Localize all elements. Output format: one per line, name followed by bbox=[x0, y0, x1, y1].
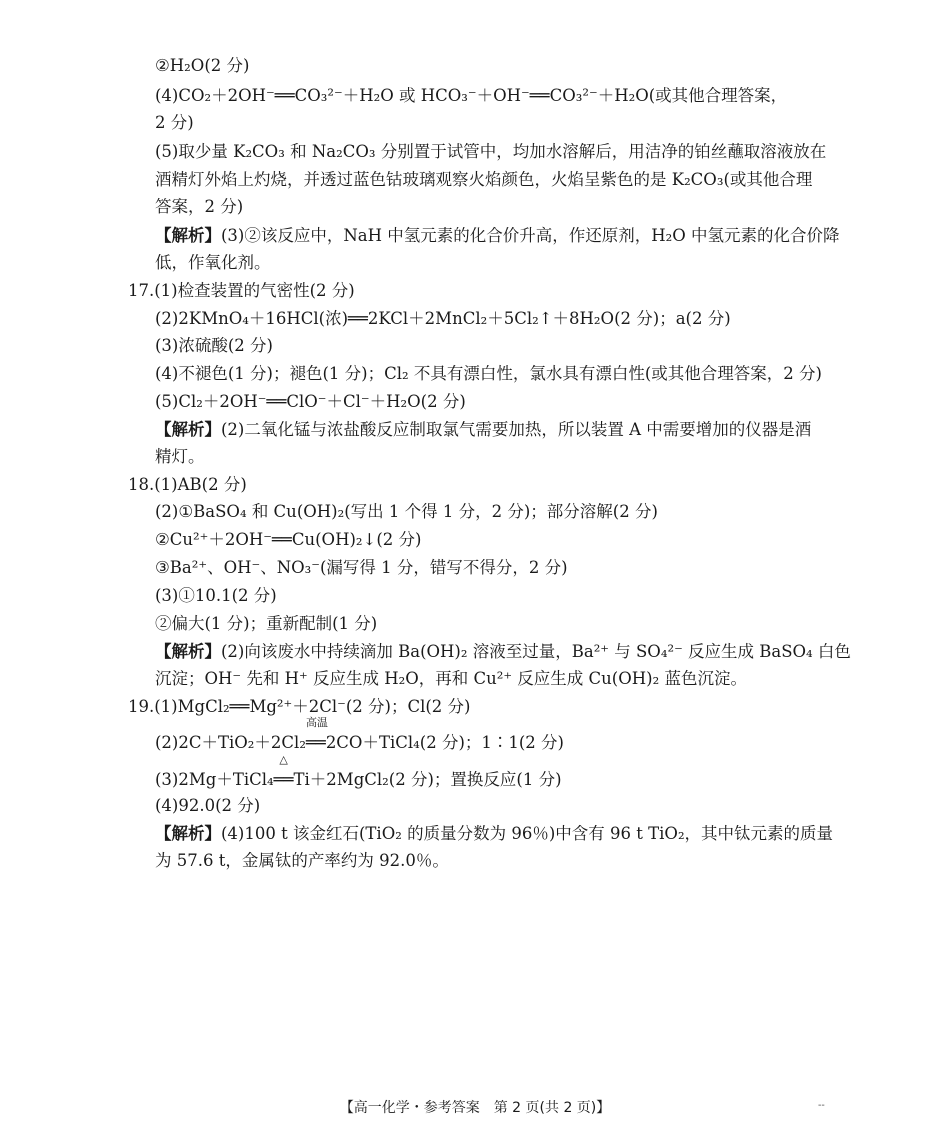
equation-line bbox=[155, 716, 564, 755]
answer-line: 精灯。 bbox=[155, 447, 205, 466]
corner-mark: -- bbox=[818, 1100, 825, 1111]
answer-line: (5)Cl₂＋2OH⁻══ClO⁻＋Cl⁻＋H₂O(2 分) bbox=[155, 392, 466, 411]
page-footer: 【高一化学・参考答案 第 2 页(共 2 页)】 bbox=[339, 1100, 611, 1116]
equation-line bbox=[155, 753, 562, 792]
answer-line: ②H₂O(2 分) bbox=[155, 56, 250, 75]
analysis-line bbox=[155, 822, 833, 846]
answer-line: 2 分) bbox=[155, 113, 194, 132]
question-18: 18.(1)AB(2 分) bbox=[128, 475, 247, 494]
answer-line: (3)浓硫酸(2 分) bbox=[155, 336, 273, 355]
analysis-line bbox=[155, 640, 851, 664]
answer-line: (2)①BaSO₄ 和 Cu(OH)₂(写出 1 个得 1 分，2 分)；部分溶解(2 分) bbox=[155, 502, 658, 521]
analysis-label: 【解析】 bbox=[155, 226, 221, 245]
question-17: 17.(1)检查装置的气密性(2 分) bbox=[128, 281, 355, 300]
analysis-text: (2)二氧化锰与浓盐酸反应制取氯气需要加热，所以装置 A 中需要增加的仪器是酒 bbox=[221, 420, 812, 439]
answer-line: ②偏大(1 分)；重新配制(1 分) bbox=[155, 614, 378, 633]
answer-line: 为 57.6 t，金属钛的产率约为 92.0％。 bbox=[155, 851, 449, 870]
question-19: 19.(1)MgCl₂══Mg²⁺＋2Cl⁻(2 分)；Cl(2 分) bbox=[128, 697, 471, 716]
condition-label: △ bbox=[279, 753, 288, 766]
equation-left: (3)2Mg＋TiCl₄ bbox=[155, 770, 274, 789]
analysis-label: 【解析】 bbox=[155, 824, 221, 843]
answer-line: 沉淀；OH⁻ 先和 H⁺ 反应生成 H₂O，再和 Cu²⁺ 反应生成 Cu(OH)₂ 蓝色沉淀。 bbox=[155, 669, 747, 688]
answer-line: (4)不褪色(1 分)；褪色(1 分)；Cl₂ 不具有漂白性，氯水具有漂白性(或其他合理答案，2 分) bbox=[155, 364, 822, 383]
answer-line: 低，作氧化剂。 bbox=[155, 253, 271, 272]
analysis-text: (4)100 t 该金红石(TiO₂ 的质量分数为 96％)中含有 96 t TiO₂，其中钛元素的质量 bbox=[221, 824, 834, 843]
analysis-text: (3)②该反应中，NaH 中氢元素的化合价升高，作还原剂，H₂O 中氢元素的化合价降 bbox=[221, 226, 840, 245]
condition-label: 高温 bbox=[305, 716, 328, 729]
analysis-line bbox=[155, 418, 811, 442]
reaction-condition: △ ══ bbox=[273, 753, 294, 789]
answer-line: (3)①10.1(2 分) bbox=[155, 586, 277, 605]
equation-right: 2CO＋TiCl₄(2 分)；1∶1(2 分) bbox=[325, 733, 564, 752]
answer-line: (4)92.0(2 分) bbox=[155, 796, 261, 815]
answer-line: ②Cu²⁺＋2OH⁻══Cu(OH)₂↓(2 分) bbox=[155, 530, 422, 549]
answer-line: ③Ba²⁺、OH⁻、NO₃⁻(漏写得 1 分，错写不得分，2 分) bbox=[155, 558, 568, 577]
answer-line: 酒精灯外焰上灼烧，并透过蓝色钴玻璃观察火焰颜色，火焰呈紫色的是 K₂CO₃(或其他合理 bbox=[155, 170, 813, 189]
equation-left: (2)2C＋TiO₂＋2Cl₂ bbox=[155, 733, 306, 752]
reaction-condition: 高温 ══ bbox=[305, 716, 328, 752]
equation-right: Ti＋2MgCl₂(2 分)；置换反应(1 分) bbox=[293, 770, 562, 789]
answer-line: (2)2KMnO₄＋16HCl(浓)══2KCl＋2MnCl₂＋5Cl₂↑＋8H₂O(2 分)；a(2 分) bbox=[155, 309, 731, 328]
answer-line: (5)取少量 K₂CO₃ 和 Na₂CO₃ 分别置于试管中，均加水溶解后，用洁净的铂丝蘸取溶液放在 bbox=[155, 142, 827, 161]
answer-line: 答案，2 分) bbox=[155, 197, 244, 216]
analysis-label: 【解析】 bbox=[155, 642, 221, 661]
answer-line: (4)CO₂＋2OH⁻══CO₃²⁻＋H₂O 或 HCO₃⁻＋OH⁻══CO₃²⁻＋H₂O(或其他合理答案， bbox=[155, 86, 788, 105]
analysis-text: (2)向该废水中持续滴加 Ba(OH)₂ 溶液至过量，Ba²⁺ 与 SO₄²⁻ 反应生成 BaSO₄ 白色 bbox=[221, 642, 851, 661]
analysis-line bbox=[155, 224, 840, 248]
analysis-label: 【解析】 bbox=[155, 420, 221, 439]
